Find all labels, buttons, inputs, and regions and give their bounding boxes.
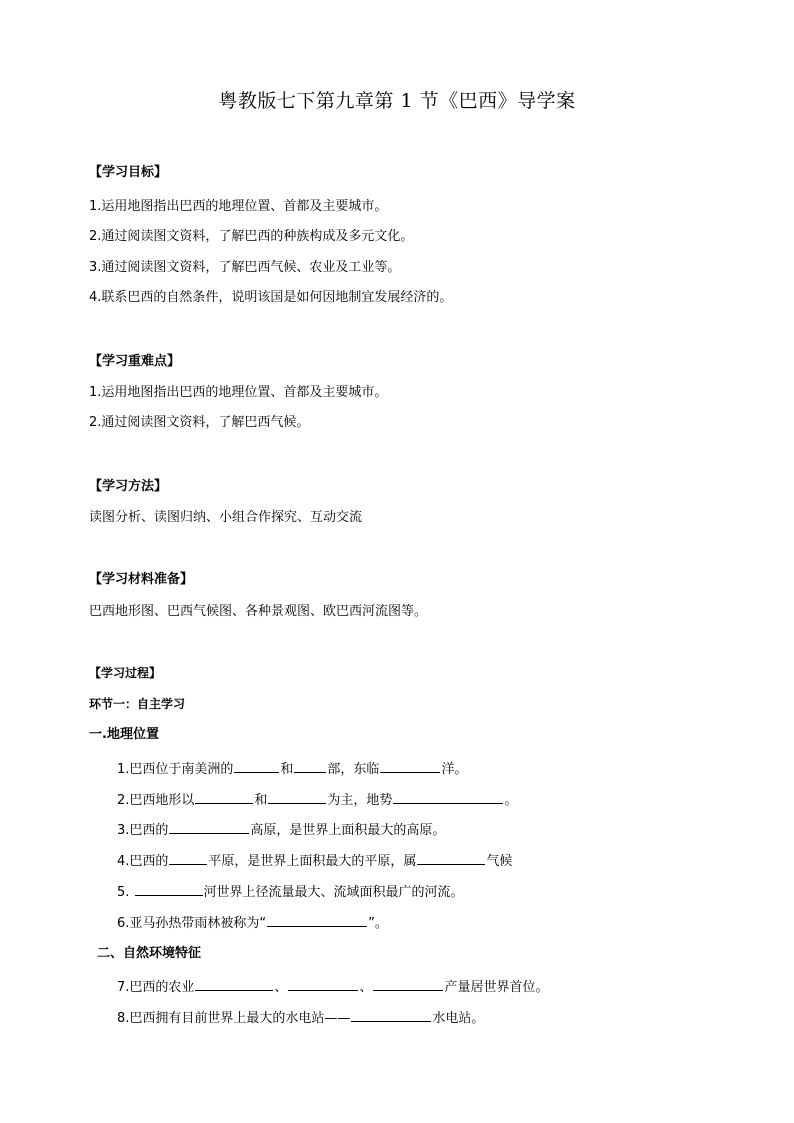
question-6: 6.亚马孙热带雨林被称为“ ”。	[117, 913, 388, 933]
answer-blank[interactable]	[294, 759, 326, 773]
question-2: 2.巴西地形以 和 为主，地势 。	[117, 790, 517, 810]
answer-blank[interactable]	[169, 820, 249, 834]
objective-item: 3.通过阅读图文资料，了解巴西气候、农业及工业等。	[89, 260, 401, 275]
answer-blank[interactable]	[234, 759, 279, 773]
objective-item: 4.联系巴西的自然条件，说明该国是如何因地制宜发展经济的。	[89, 290, 453, 305]
question-7: 7.巴西的农业 、 、 产量居世界首位。	[117, 977, 548, 997]
objective-item: 1.运用地图指出巴西的地理位置、首都及主要城市。	[89, 199, 388, 214]
question-8: 8.巴西拥有目前世界上最大的水电站—— 水电站。	[117, 1008, 484, 1028]
answer-blank[interactable]	[135, 882, 203, 896]
key-point-item: 2.通过阅读图文资料，了解巴西气候。	[89, 415, 310, 430]
answer-blank[interactable]	[195, 977, 273, 991]
question-1: 1.巴西位于南美洲的 和 部，东临 洋。	[117, 759, 467, 779]
answer-blank[interactable]	[393, 790, 503, 804]
answer-blank[interactable]	[417, 851, 485, 865]
key-point-item: 1.运用地图指出巴西的地理位置、首都及主要城市。	[89, 385, 388, 400]
question-5: 5. 河世界上径流量最大、流域面积最广的河流。	[117, 882, 464, 902]
objective-item: 2.通过阅读图文资料，了解巴西的种族构成及多元文化。	[89, 229, 414, 244]
process-heading: 【学习过程】	[89, 666, 162, 680]
question-3: 3.巴西的 高原，是世界上面积最大的高原。	[117, 820, 445, 840]
answer-blank[interactable]	[268, 790, 326, 804]
question-4: 4.巴西的 平原，是世界上面积最大的平原，属 气候	[117, 851, 512, 871]
answer-blank[interactable]	[380, 759, 440, 773]
materials-text: 巴西地形图、巴西气候图、各种景观图、欧巴西河流图等。	[89, 604, 428, 619]
section-geography-position: 一.地理位置	[89, 727, 159, 742]
objectives-heading: 【学习目标】	[89, 165, 168, 180]
materials-heading: 【学习材料准备】	[89, 572, 194, 587]
stage-label: 环节一：自主学习	[89, 697, 186, 711]
answer-blank[interactable]	[373, 977, 443, 991]
methods-text: 读图分析、读图归纳、小组合作探究、互动交流	[89, 510, 363, 525]
methods-heading: 【学习方法】	[89, 479, 168, 494]
answer-blank[interactable]	[267, 913, 367, 927]
answer-blank[interactable]	[351, 1008, 431, 1022]
answer-blank[interactable]	[195, 790, 253, 804]
answer-blank[interactable]	[169, 851, 207, 865]
section-natural-environment: 二、自然环境特征	[97, 946, 202, 961]
key-points-heading: 【学习重难点】	[89, 354, 181, 369]
document-title: 粤教版七下第九章第 1 节《巴西》导学案	[218, 90, 576, 112]
answer-blank[interactable]	[288, 977, 358, 991]
